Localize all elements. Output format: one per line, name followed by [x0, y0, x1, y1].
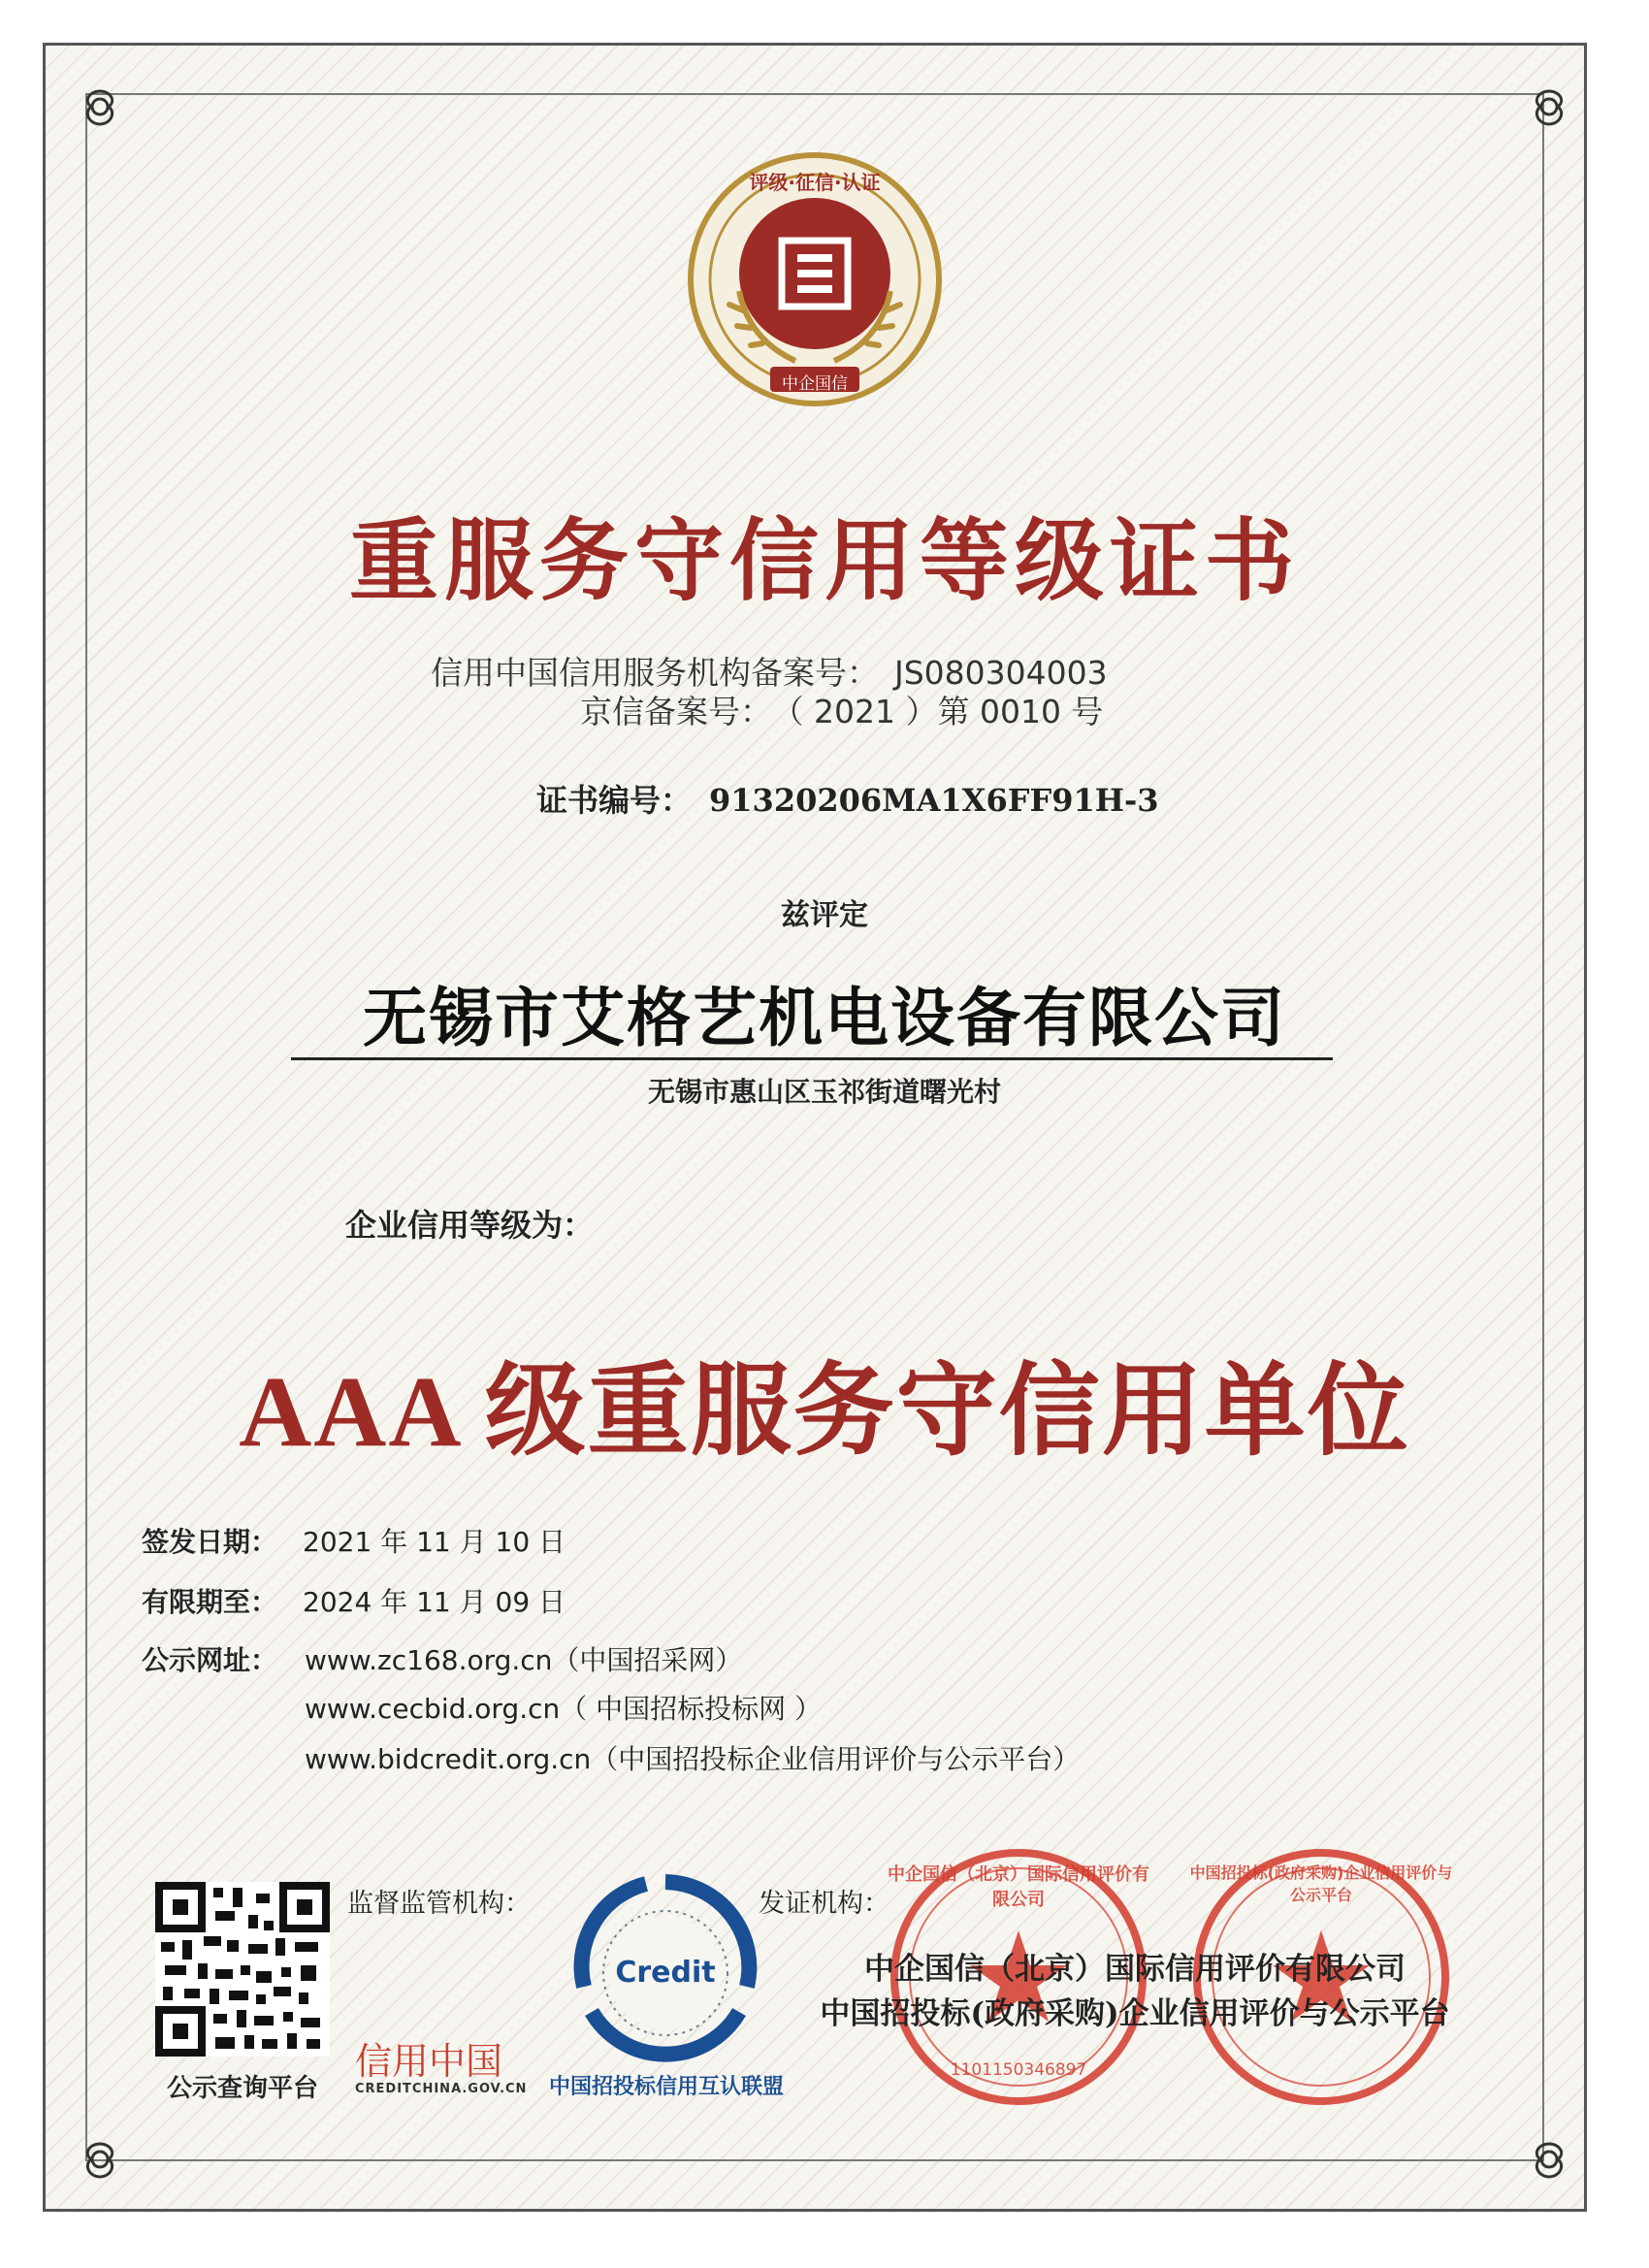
certificate-number-label: 证书编号： [536, 782, 693, 819]
website-link-2[interactable]: www.cecbid.org.cn（ 中国招标投标网 ） [305, 1693, 823, 1725]
certificate-number-value: 91320206MA1X6FF91H-3 [709, 782, 1159, 819]
certificate-title: 重服务守信用等级证书 [348, 509, 1300, 613]
website-link-1[interactable]: www.zc168.org.cn（中国招采网） [305, 1644, 743, 1676]
valid-date-value: 2024 年 11 月 09 日 [303, 1586, 566, 1618]
emblem-ring-text: 评级·征信·认证 [749, 171, 881, 194]
supervision-label: 监督监管机构： [347, 1889, 531, 1919]
registration-label-1: 信用中国信用服务机构备案号： [431, 654, 879, 692]
credit-china-logo: 信用中国 [355, 2040, 503, 2083]
emblem-ribbon-text: 中企国信 [782, 374, 848, 394]
seal-1-number: 1101150346897 [950, 2060, 1087, 2080]
registration-value-1: JS080304003 [894, 654, 1108, 692]
issue-date-label: 签发日期： [142, 1526, 278, 1558]
corner-ornament-icon [1525, 2136, 1573, 2185]
credit-alliance-logo [568, 1870, 762, 2064]
issue-date-value: 2021 年 11 月 10 日 [303, 1526, 566, 1558]
company-address: 无锡市惠山区玉祁街道曙光村 [647, 1076, 1001, 1108]
qr-code-icon [155, 1882, 330, 2057]
issuer-name-2: 中国招投标(政府采购)企业信用评价与公示平台 [820, 1996, 1450, 2031]
valid-date-label: 有限期至： [142, 1586, 278, 1618]
seal-2-text: 中国招投标(政府采购)企业信用评价与公示平台 [1189, 1863, 1453, 1904]
certificate-emblem [681, 146, 949, 413]
corner-ornament-icon [1525, 83, 1573, 132]
company-underline [291, 1057, 1333, 1060]
company-name: 无锡市艾格艺机电设备有限公司 [363, 980, 1286, 1055]
corner-ornament-icon [76, 2136, 124, 2185]
grade-label: 企业信用等级为： [345, 1207, 595, 1244]
seal-1-text: 中企国信（北京）国际信用评价有限公司 [888, 1864, 1149, 1910]
credit-grade: AAA 级重服务守信用单位 [239, 1356, 1410, 1468]
website-label: 公示网址： [142, 1644, 278, 1676]
website-link-3[interactable]: www.bidcredit.org.cn（中国招投标企业信用评价与公示平台） [305, 1743, 1081, 1775]
corner-ornament-icon [76, 83, 124, 132]
registration-line-2 [580, 687, 1103, 732]
credit-china-url: CREDITCHINA.GOV.CN [355, 2082, 528, 2096]
hereby-text: 兹评定 [781, 898, 868, 932]
registration-label-2: 京信备案号： [580, 693, 772, 730]
qr-code[interactable] [155, 1882, 330, 2057]
alliance-name: 中国招投标信用互认联盟 [548, 2074, 784, 2099]
issuer-name-1: 中企国信（北京）国际信用评价有限公司 [864, 1952, 1406, 1987]
valid-date-row [142, 1581, 566, 1620]
qr-caption: 公示查询平台 [166, 2074, 318, 2103]
registration-value-2: （ 2021 ）第 0010 号 [788, 693, 1104, 730]
credit-logo-text: Credit [615, 1956, 716, 1990]
issuer-label: 发证机构： [759, 1889, 889, 1919]
issue-date-row [142, 1521, 566, 1560]
certificate-number [536, 776, 1159, 821]
